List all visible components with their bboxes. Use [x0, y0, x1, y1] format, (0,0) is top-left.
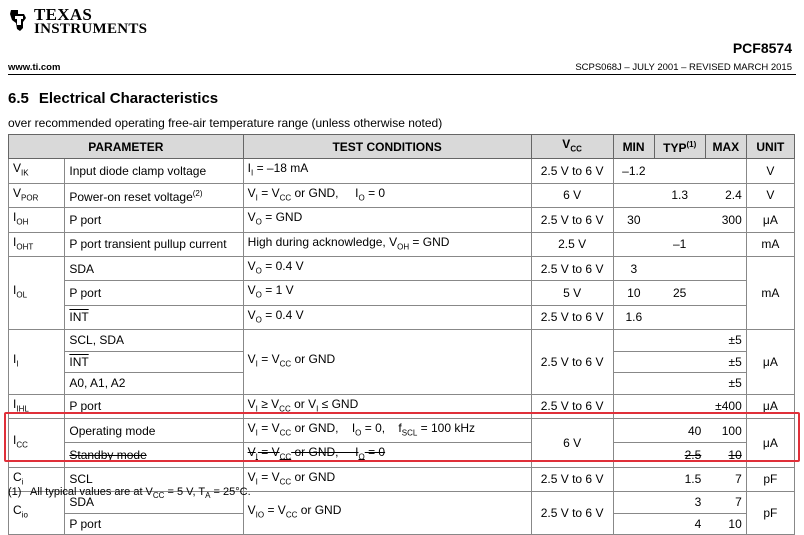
typ-cell: 1.3 — [654, 183, 705, 207]
parameter-cell: Standby mode — [65, 443, 243, 467]
section-heading — [8, 90, 218, 107]
typ-cell: 25 — [654, 281, 705, 305]
typ-cell: 3 — [654, 492, 705, 514]
electrical-characteristics-table — [8, 134, 795, 535]
max-cell — [705, 256, 746, 280]
symbol-cell: $V_{POR}$ — [9, 183, 65, 207]
parameter-cell: SCL, SDA — [65, 330, 243, 352]
max-cell: 10 — [705, 513, 746, 535]
vcc-cell: 2.5 V to 6 V — [531, 467, 613, 491]
symbol-cell: $I_{OH}$ — [9, 208, 65, 232]
parameter-cell: $\overline{INT}$ — [65, 305, 243, 329]
test-cell: $V_O = 1$ V — [243, 281, 531, 305]
test-cell: $V_I = V_{CC}$ or GND, $I_O = 0$, $f_{SCL} = 100$ kHz — [243, 419, 531, 443]
parameter-cell: P port — [65, 513, 243, 535]
typ-cell — [654, 256, 705, 280]
typ-cell — [654, 159, 705, 183]
vcc-cell: 2.5 V to 6 V — [531, 330, 613, 395]
header-unit: UNIT — [746, 135, 794, 159]
symbol-cell: $I_{IHL}$ — [9, 394, 65, 418]
unit-cell: μA — [746, 208, 794, 232]
footnote: (1) All typical values are at $V_{CC} = 5$ V, $T_A = 25^\circ C$. — [8, 486, 251, 501]
parameter-cell: P port — [65, 281, 243, 305]
max-cell: 100 — [705, 419, 746, 443]
table-row — [9, 281, 795, 305]
symbol-cell: $C_{io}$ — [9, 492, 65, 535]
parameter-cell: Power-on reset voltage$^{(2)}$ — [65, 183, 243, 207]
header-divider — [8, 74, 796, 75]
unit-cell: μA — [746, 330, 794, 395]
min-cell: 10 — [613, 281, 654, 305]
min-cell: 3 — [613, 256, 654, 280]
symbol-cell: $I_I$ — [9, 330, 65, 395]
max-cell: ±5 — [705, 351, 746, 373]
table-row — [9, 183, 795, 207]
min-cell: 1.6 — [613, 305, 654, 329]
parameter-cell: P port — [65, 208, 243, 232]
test-cell: $V_I \ge V_{CC}$ or $V_I$ ≤ GND — [243, 394, 531, 418]
unit-cell: V — [746, 159, 794, 183]
max-cell — [705, 159, 746, 183]
section-title: Electrical Characteristics — [38, 90, 219, 107]
test-cell: $V_I = V_{CC}$ or GND — [243, 467, 531, 491]
unit-cell: μA — [746, 394, 794, 418]
website-link[interactable]: www.ti.com — [8, 62, 61, 73]
table-row — [9, 330, 795, 352]
parameter-cell: P port — [65, 394, 243, 418]
table-cell — [654, 373, 705, 395]
unit-cell: pF — [746, 492, 794, 535]
test-cell: $V_I = V_{CC}$ or GND, $I_O = 0$ — [243, 443, 531, 467]
parameter-cell: A0, A1, A2 — [65, 373, 243, 395]
header-typ: TYP$^{(1)}$ — [654, 135, 705, 159]
test-cell: $V_I = V_{CC}$ or GND, $I_O = 0$ — [243, 183, 531, 207]
table-row — [9, 256, 795, 280]
typ-cell: 2.5 — [654, 443, 705, 467]
test-cell: $V_I = V_{CC}$ or GND — [243, 330, 531, 395]
vcc-cell: 2.5 V to 6 V — [531, 256, 613, 280]
table-row — [9, 305, 795, 329]
section-subtitle: over recommended operating free-air temperature range (unless otherwise noted) — [8, 116, 443, 130]
table-header-row — [9, 135, 795, 159]
max-cell: 300 — [705, 208, 746, 232]
header-vcc: $V_{CC}$ — [531, 135, 613, 159]
test-cell: $I_I = -18$ mA — [243, 159, 531, 183]
parameter-cell: SDA — [65, 256, 243, 280]
highlight-box — [4, 412, 800, 462]
table-cell — [654, 330, 705, 352]
max-cell: 10 — [705, 443, 746, 467]
max-cell: ±400 — [705, 394, 746, 418]
min-cell — [613, 183, 654, 207]
max-cell — [705, 305, 746, 329]
vcc-cell: 2.5 V to 6 V — [531, 305, 613, 329]
table-row — [9, 232, 795, 256]
min-cell: –1.2 — [613, 159, 654, 183]
table-cell — [613, 351, 654, 373]
max-cell — [705, 232, 746, 256]
ti-logo-text — [34, 5, 148, 37]
part-number: PCF8574 — [732, 40, 792, 56]
max-cell: 7 — [705, 467, 746, 491]
vcc-cell: 2.5 V — [531, 232, 613, 256]
header-min: MIN — [613, 135, 654, 159]
parameter-cell: Input diode clamp voltage — [65, 159, 243, 183]
table-cell — [613, 373, 654, 395]
table-row — [9, 159, 795, 183]
typ-cell: –1 — [654, 232, 705, 256]
test-cell: High during acknowledge, $V_{OH}$ = GND — [243, 232, 531, 256]
vcc-cell: 5 V — [531, 281, 613, 305]
parameter-cell: SDA — [65, 492, 243, 514]
test-cell: $V_O = 0.4$ V — [243, 305, 531, 329]
unit-cell: mA — [746, 256, 794, 329]
symbol-cell: $C_i$ — [9, 467, 65, 491]
typ-cell: 1.5 — [654, 467, 705, 491]
vcc-cell: 2.5 V to 6 V — [531, 208, 613, 232]
symbol-cell: $V_{IK}$ — [9, 159, 65, 183]
typ-cell: 4 — [654, 513, 705, 535]
document-reference: SCPS068J – JULY 2001 – REVISED MARCH 2015 — [575, 62, 792, 73]
logo-line1: TEXAS — [34, 5, 93, 24]
section-number: 6.5 — [8, 90, 29, 107]
test-cell: $V_{IO} = V_{CC}$ or GND — [243, 492, 531, 535]
ti-logo-icon — [8, 8, 30, 32]
parameter-cell: P port transient pullup current — [65, 232, 243, 256]
max-cell — [705, 281, 746, 305]
typ-cell — [654, 305, 705, 329]
symbol-cell: $I_{OHT}$ — [9, 232, 65, 256]
typ-cell — [654, 208, 705, 232]
symbol-cell: $I_{OL}$ — [9, 256, 65, 329]
logo-line2: INSTRUMENTS — [34, 21, 148, 37]
parameter-cell: $\overline{INT}$ — [65, 351, 243, 373]
table-cell — [613, 330, 654, 352]
min-cell: 30 — [613, 208, 654, 232]
max-cell: ±5 — [705, 330, 746, 352]
vcc-cell: 2.5 V to 6 V — [531, 492, 613, 535]
unit-cell: mA — [746, 232, 794, 256]
max-cell: ±5 — [705, 373, 746, 395]
vcc-cell: 2.5 V to 6 V — [531, 159, 613, 183]
parameter-cell: SCL — [65, 467, 243, 491]
header-test-conditions: TEST CONDITIONS — [243, 135, 531, 159]
table-cell — [613, 513, 654, 535]
parameter-cell: Operating mode — [65, 419, 243, 443]
table-cell — [613, 492, 654, 514]
min-cell — [613, 467, 654, 491]
symbol-cell: $I_{CC}$ — [9, 419, 65, 468]
test-cell: $V_O$ = GND — [243, 208, 531, 232]
max-cell: 2.4 — [705, 183, 746, 207]
table-row — [9, 208, 795, 232]
min-cell — [613, 232, 654, 256]
max-cell: 7 — [705, 492, 746, 514]
vcc-cell: 6 V — [531, 419, 613, 468]
header-parameter: PARAMETER — [9, 135, 244, 159]
unit-cell: pF — [746, 467, 794, 491]
unit-cell: μA — [746, 419, 794, 468]
typ-cell: 40 — [654, 419, 705, 443]
header-max: MAX — [705, 135, 746, 159]
vcc-cell: 6 V — [531, 183, 613, 207]
test-cell: $V_O = 0.4$ V — [243, 256, 531, 280]
table-cell — [654, 351, 705, 373]
vcc-cell: 2.5 V to 6 V — [531, 394, 613, 418]
unit-cell: V — [746, 183, 794, 207]
